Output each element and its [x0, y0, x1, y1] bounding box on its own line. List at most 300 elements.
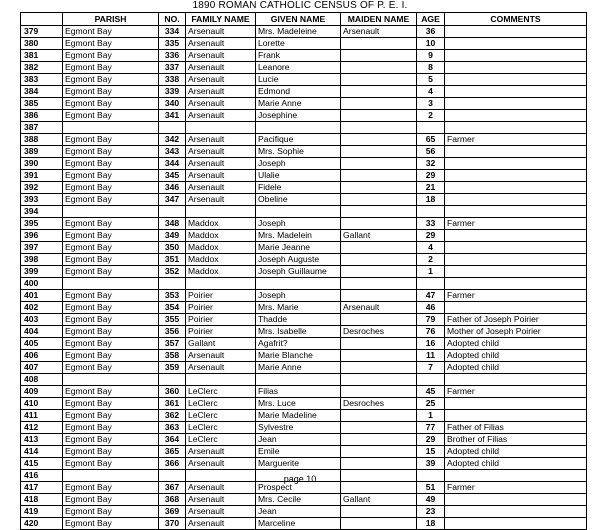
maiden-name-cell — [341, 98, 417, 110]
page-number: page 10 — [283, 474, 317, 484]
document-title: 1890 ROMAN CATHOLIC CENSUS OF P. E. I. — [192, 0, 408, 11]
comments-cell: Adopted child — [445, 446, 587, 458]
line-number-cell: 404 — [21, 326, 63, 338]
line-number-cell: 399 — [21, 266, 63, 278]
given-name-cell: Marceline — [256, 518, 341, 530]
age-cell: 18 — [417, 518, 445, 530]
parish-cell: Egmont Bay — [63, 398, 159, 410]
maiden-name-cell — [341, 254, 417, 266]
comments-cell — [445, 230, 587, 242]
family-name-cell — [186, 278, 256, 290]
comments-cell — [445, 206, 587, 218]
comments-cell: Farmer — [445, 218, 587, 230]
line-number-cell: 398 — [21, 254, 63, 266]
age-cell: 29 — [417, 170, 445, 182]
family-name-cell: Arsenault — [186, 182, 256, 194]
given-name-cell: Mrs. Madeleine — [256, 26, 341, 38]
comments-cell — [445, 182, 587, 194]
comments-cell: Adopted child — [445, 350, 587, 362]
comments-cell — [445, 278, 587, 290]
number-cell: 341 — [159, 110, 186, 122]
given-name-cell: Mrs. Cecile — [256, 494, 341, 506]
line-number-cell: 396 — [21, 230, 63, 242]
parish-cell: Egmont Bay — [63, 458, 159, 470]
comments-cell: Adopted child — [445, 458, 587, 470]
maiden-name-cell: Arsenault — [341, 26, 417, 38]
line-number-cell: 412 — [21, 422, 63, 434]
line-number-cell: 401 — [21, 290, 63, 302]
maiden-name-cell — [341, 422, 417, 434]
family-name-cell: Maddox — [186, 218, 256, 230]
table-row — [21, 38, 587, 50]
number-cell: 337 — [159, 62, 186, 74]
family-name-cell: Arsenault — [186, 506, 256, 518]
comments-cell: Father of Joseph Poirier — [445, 314, 587, 326]
given-name-cell: Marie Anne — [256, 98, 341, 110]
age-cell: 56 — [417, 146, 445, 158]
family-name-cell: Arsenault — [186, 194, 256, 206]
line-number-cell: 416 — [21, 470, 63, 482]
given-name-cell: Mrs. Madelein — [256, 230, 341, 242]
line-number-cell: 394 — [21, 206, 63, 218]
line-number-cell: 411 — [21, 410, 63, 422]
table-row — [21, 494, 587, 506]
line-number-cell: 387 — [21, 122, 63, 134]
table-row — [21, 302, 587, 314]
number-cell: 364 — [159, 434, 186, 446]
header-line — [21, 13, 63, 26]
comments-cell: Farmer — [445, 386, 587, 398]
family-name-cell: Maddox — [186, 230, 256, 242]
parish-cell: Egmont Bay — [63, 254, 159, 266]
parish-cell — [63, 374, 159, 386]
age-cell: 10 — [417, 38, 445, 50]
number-cell: 342 — [159, 134, 186, 146]
table-row — [21, 506, 587, 518]
family-name-cell: LeClerc — [186, 410, 256, 422]
parish-cell: Egmont Bay — [63, 26, 159, 38]
family-name-cell: Arsenault — [186, 50, 256, 62]
family-name-cell: Arsenault — [186, 26, 256, 38]
maiden-name-cell — [341, 410, 417, 422]
line-number-cell: 390 — [21, 158, 63, 170]
table-row — [21, 362, 587, 374]
header-given-name: GIVEN NAME — [256, 13, 341, 26]
given-name-cell: Marie Madeline — [256, 410, 341, 422]
comments-cell — [445, 62, 587, 74]
line-number-cell: 382 — [21, 62, 63, 74]
number-cell: 338 — [159, 74, 186, 86]
maiden-name-cell — [341, 314, 417, 326]
parish-cell: Egmont Bay — [63, 362, 159, 374]
number-cell: 350 — [159, 242, 186, 254]
family-name-cell: LeClerc — [186, 386, 256, 398]
comments-cell: Adopted child — [445, 338, 587, 350]
line-number-cell: 392 — [21, 182, 63, 194]
family-name-cell: Arsenault — [186, 146, 256, 158]
table-row — [21, 266, 587, 278]
age-cell: 47 — [417, 290, 445, 302]
table-row — [21, 290, 587, 302]
number-cell: 355 — [159, 314, 186, 326]
maiden-name-cell — [341, 218, 417, 230]
age-cell: 1 — [417, 266, 445, 278]
table-row — [21, 458, 587, 470]
age-cell: 79 — [417, 314, 445, 326]
given-name-cell: Marguerite — [256, 458, 341, 470]
comments-cell — [445, 74, 587, 86]
given-name-cell — [256, 206, 341, 218]
comments-cell — [445, 146, 587, 158]
age-cell: 29 — [417, 230, 445, 242]
number-cell: 340 — [159, 98, 186, 110]
maiden-name-cell — [341, 134, 417, 146]
number-cell: 366 — [159, 458, 186, 470]
header-parish: PARISH — [63, 13, 159, 26]
parish-cell: Egmont Bay — [63, 422, 159, 434]
family-name-cell: Maddox — [186, 242, 256, 254]
family-name-cell: Arsenault — [186, 86, 256, 98]
table-row — [21, 338, 587, 350]
maiden-name-cell — [341, 374, 417, 386]
number-cell: 357 — [159, 338, 186, 350]
maiden-name-cell — [341, 182, 417, 194]
family-name-cell: Arsenault — [186, 74, 256, 86]
maiden-name-cell — [341, 242, 417, 254]
comments-cell: Father of Filias — [445, 422, 587, 434]
census-table — [20, 12, 587, 530]
given-name-cell: Joseph Auguste — [256, 254, 341, 266]
line-number-cell: 397 — [21, 242, 63, 254]
age-cell: 11 — [417, 350, 445, 362]
family-name-cell — [186, 206, 256, 218]
table-row — [21, 26, 587, 38]
parish-cell: Egmont Bay — [63, 350, 159, 362]
parish-cell: Egmont Bay — [63, 326, 159, 338]
maiden-name-cell — [341, 170, 417, 182]
age-cell: 39 — [417, 458, 445, 470]
table-row — [21, 62, 587, 74]
age-cell — [417, 206, 445, 218]
given-name-cell: Joseph Guillaume — [256, 266, 341, 278]
parish-cell: Egmont Bay — [63, 242, 159, 254]
maiden-name-cell — [341, 434, 417, 446]
age-cell — [417, 278, 445, 290]
line-number-cell: 379 — [21, 26, 63, 38]
family-name-cell: Arsenault — [186, 170, 256, 182]
family-name-cell: Poirier — [186, 302, 256, 314]
table-row — [21, 326, 587, 338]
family-name-cell: Maddox — [186, 254, 256, 266]
age-cell: 76 — [417, 326, 445, 338]
table-row — [21, 170, 587, 182]
table-row — [21, 254, 587, 266]
maiden-name-cell — [341, 518, 417, 530]
line-number-cell: 381 — [21, 50, 63, 62]
age-cell: 16 — [417, 338, 445, 350]
header-maiden-name: MAIDEN NAME — [341, 13, 417, 26]
given-name-cell: Mrs. Luce — [256, 398, 341, 410]
maiden-name-cell — [341, 266, 417, 278]
maiden-name-cell — [341, 110, 417, 122]
table-row — [21, 230, 587, 242]
table-row — [21, 410, 587, 422]
parish-cell: Egmont Bay — [63, 266, 159, 278]
age-cell: 7 — [417, 362, 445, 374]
maiden-name-cell — [341, 38, 417, 50]
number-cell: 334 — [159, 26, 186, 38]
given-name-cell: Lucie — [256, 74, 341, 86]
number-cell — [159, 374, 186, 386]
comments-cell — [445, 410, 587, 422]
comments-cell — [445, 398, 587, 410]
age-cell — [417, 374, 445, 386]
parish-cell: Egmont Bay — [63, 410, 159, 422]
family-name-cell: LeClerc — [186, 398, 256, 410]
given-name-cell: Edmond — [256, 86, 341, 98]
parish-cell: Egmont Bay — [63, 110, 159, 122]
parish-cell: Egmont Bay — [63, 218, 159, 230]
comments-cell — [445, 170, 587, 182]
number-cell: 368 — [159, 494, 186, 506]
maiden-name-cell: Gallant — [341, 230, 417, 242]
maiden-name-cell — [341, 278, 417, 290]
family-name-cell: Arsenault — [186, 350, 256, 362]
given-name-cell — [256, 374, 341, 386]
parish-cell: Egmont Bay — [63, 62, 159, 74]
line-number-cell: 417 — [21, 482, 63, 494]
maiden-name-cell — [341, 338, 417, 350]
given-name-cell: Ulalie — [256, 170, 341, 182]
number-cell: 362 — [159, 410, 186, 422]
comments-cell — [445, 122, 587, 134]
age-cell: 65 — [417, 134, 445, 146]
age-cell: 9 — [417, 50, 445, 62]
line-number-cell: 393 — [21, 194, 63, 206]
parish-cell — [63, 122, 159, 134]
parish-cell: Egmont Bay — [63, 518, 159, 530]
maiden-name-cell — [341, 194, 417, 206]
maiden-name-cell — [341, 362, 417, 374]
age-cell: 32 — [417, 158, 445, 170]
maiden-name-cell: Desroches — [341, 326, 417, 338]
line-number-cell: 410 — [21, 398, 63, 410]
family-name-cell — [186, 122, 256, 134]
given-name-cell: Jean — [256, 506, 341, 518]
given-name-cell: Pacifique — [256, 134, 341, 146]
number-cell: 365 — [159, 446, 186, 458]
table-row — [21, 50, 587, 62]
line-number-cell: 415 — [21, 458, 63, 470]
parish-cell: Egmont Bay — [63, 230, 159, 242]
given-name-cell: Leanore — [256, 62, 341, 74]
number-cell: 347 — [159, 194, 186, 206]
table-row — [21, 206, 587, 218]
parish-cell: Egmont Bay — [63, 314, 159, 326]
age-cell: 25 — [417, 398, 445, 410]
maiden-name-cell — [341, 506, 417, 518]
family-name-cell: Poirier — [186, 326, 256, 338]
family-name-cell: Arsenault — [186, 110, 256, 122]
maiden-name-cell: Arsenault — [341, 302, 417, 314]
number-cell: 343 — [159, 146, 186, 158]
number-cell: 339 — [159, 86, 186, 98]
given-name-cell: Obeline — [256, 194, 341, 206]
maiden-name-cell — [341, 386, 417, 398]
family-name-cell: Poirier — [186, 314, 256, 326]
age-cell: 45 — [417, 386, 445, 398]
age-cell: 5 — [417, 74, 445, 86]
comments-cell — [445, 98, 587, 110]
maiden-name-cell — [341, 122, 417, 134]
age-cell: 2 — [417, 110, 445, 122]
comments-cell — [445, 254, 587, 266]
number-cell: 348 — [159, 218, 186, 230]
maiden-name-cell — [341, 146, 417, 158]
table-row — [21, 218, 587, 230]
comments-cell — [445, 494, 587, 506]
given-name-cell: Joseph — [256, 290, 341, 302]
line-number-cell: 418 — [21, 494, 63, 506]
family-name-cell: Arsenault — [186, 482, 256, 494]
line-number-cell: 407 — [21, 362, 63, 374]
age-cell — [417, 122, 445, 134]
comments-cell — [445, 86, 587, 98]
maiden-name-cell — [341, 50, 417, 62]
line-number-cell: 384 — [21, 86, 63, 98]
table-row — [21, 314, 587, 326]
number-cell: 360 — [159, 386, 186, 398]
parish-cell: Egmont Bay — [63, 86, 159, 98]
given-name-cell: Prospect — [256, 482, 341, 494]
parish-cell: Egmont Bay — [63, 38, 159, 50]
comments-cell — [445, 374, 587, 386]
parish-cell: Egmont Bay — [63, 338, 159, 350]
comments-cell: Farmer — [445, 482, 587, 494]
table-row — [21, 134, 587, 146]
line-number-cell: 405 — [21, 338, 63, 350]
header-comments: COMMENTS — [445, 13, 587, 26]
table-body — [21, 26, 587, 530]
table-row — [21, 422, 587, 434]
comments-cell: Farmer — [445, 290, 587, 302]
line-number-cell: 402 — [21, 302, 63, 314]
table-row — [21, 518, 587, 530]
family-name-cell: Arsenault — [186, 446, 256, 458]
line-number-cell: 400 — [21, 278, 63, 290]
comments-cell: Brother of Filias — [445, 434, 587, 446]
given-name-cell: Filias — [256, 386, 341, 398]
line-number-cell: 388 — [21, 134, 63, 146]
age-cell: 2 — [417, 254, 445, 266]
comments-cell — [445, 158, 587, 170]
parish-cell: Egmont Bay — [63, 158, 159, 170]
parish-cell: Egmont Bay — [63, 50, 159, 62]
number-cell: 354 — [159, 302, 186, 314]
maiden-name-cell — [341, 290, 417, 302]
table-row — [21, 242, 587, 254]
given-name-cell: Sylvestre — [256, 422, 341, 434]
given-name-cell: Marie Jeanne — [256, 242, 341, 254]
table-row — [21, 398, 587, 410]
parish-cell: Egmont Bay — [63, 134, 159, 146]
age-cell: 8 — [417, 62, 445, 74]
age-cell: 1 — [417, 410, 445, 422]
age-cell: 36 — [417, 26, 445, 38]
comments-cell: Mother of Joseph Poirier — [445, 326, 587, 338]
table-row — [21, 146, 587, 158]
parish-cell: Egmont Bay — [63, 494, 159, 506]
number-cell: 358 — [159, 350, 186, 362]
age-cell: 4 — [417, 242, 445, 254]
age-cell: 23 — [417, 506, 445, 518]
family-name-cell — [186, 374, 256, 386]
parish-cell: Egmont Bay — [63, 290, 159, 302]
maiden-name-cell — [341, 446, 417, 458]
parish-cell: Egmont Bay — [63, 446, 159, 458]
comments-cell — [445, 506, 587, 518]
parish-cell: Egmont Bay — [63, 434, 159, 446]
parish-cell: Egmont Bay — [63, 182, 159, 194]
given-name-cell — [256, 122, 341, 134]
number-cell: 363 — [159, 422, 186, 434]
age-cell: 4 — [417, 86, 445, 98]
number-cell: 359 — [159, 362, 186, 374]
parish-cell: Egmont Bay — [63, 98, 159, 110]
maiden-name-cell — [341, 350, 417, 362]
header-row — [21, 13, 587, 26]
number-cell: 336 — [159, 50, 186, 62]
comments-cell — [445, 194, 587, 206]
header-age: AGE — [417, 13, 445, 26]
age-cell: 18 — [417, 194, 445, 206]
comments-cell: Farmer — [445, 134, 587, 146]
family-name-cell: Arsenault — [186, 518, 256, 530]
number-cell: 351 — [159, 254, 186, 266]
parish-cell: Egmont Bay — [63, 386, 159, 398]
maiden-name-cell — [341, 74, 417, 86]
number-cell: 335 — [159, 38, 186, 50]
number-cell: 345 — [159, 170, 186, 182]
line-number-cell: 386 — [21, 110, 63, 122]
given-name-cell — [256, 278, 341, 290]
age-cell: 51 — [417, 482, 445, 494]
table-row — [21, 98, 587, 110]
line-number-cell: 420 — [21, 518, 63, 530]
parish-cell: Egmont Bay — [63, 506, 159, 518]
table-row — [21, 110, 587, 122]
table-row — [21, 386, 587, 398]
line-number-cell: 414 — [21, 446, 63, 458]
comments-cell — [445, 266, 587, 278]
line-number-cell: 419 — [21, 506, 63, 518]
number-cell — [159, 122, 186, 134]
table-row — [21, 158, 587, 170]
parish-cell — [63, 278, 159, 290]
given-name-cell: Mrs. Sophie — [256, 146, 341, 158]
number-cell: 344 — [159, 158, 186, 170]
table-row — [21, 122, 587, 134]
line-number-cell: 408 — [21, 374, 63, 386]
comments-cell — [445, 26, 587, 38]
number-cell — [159, 206, 186, 218]
given-name-cell: Mrs. Marie — [256, 302, 341, 314]
parish-cell: Egmont Bay — [63, 482, 159, 494]
family-name-cell: LeClerc — [186, 422, 256, 434]
family-name-cell: Arsenault — [186, 38, 256, 50]
table-row — [21, 434, 587, 446]
age-cell: 33 — [417, 218, 445, 230]
